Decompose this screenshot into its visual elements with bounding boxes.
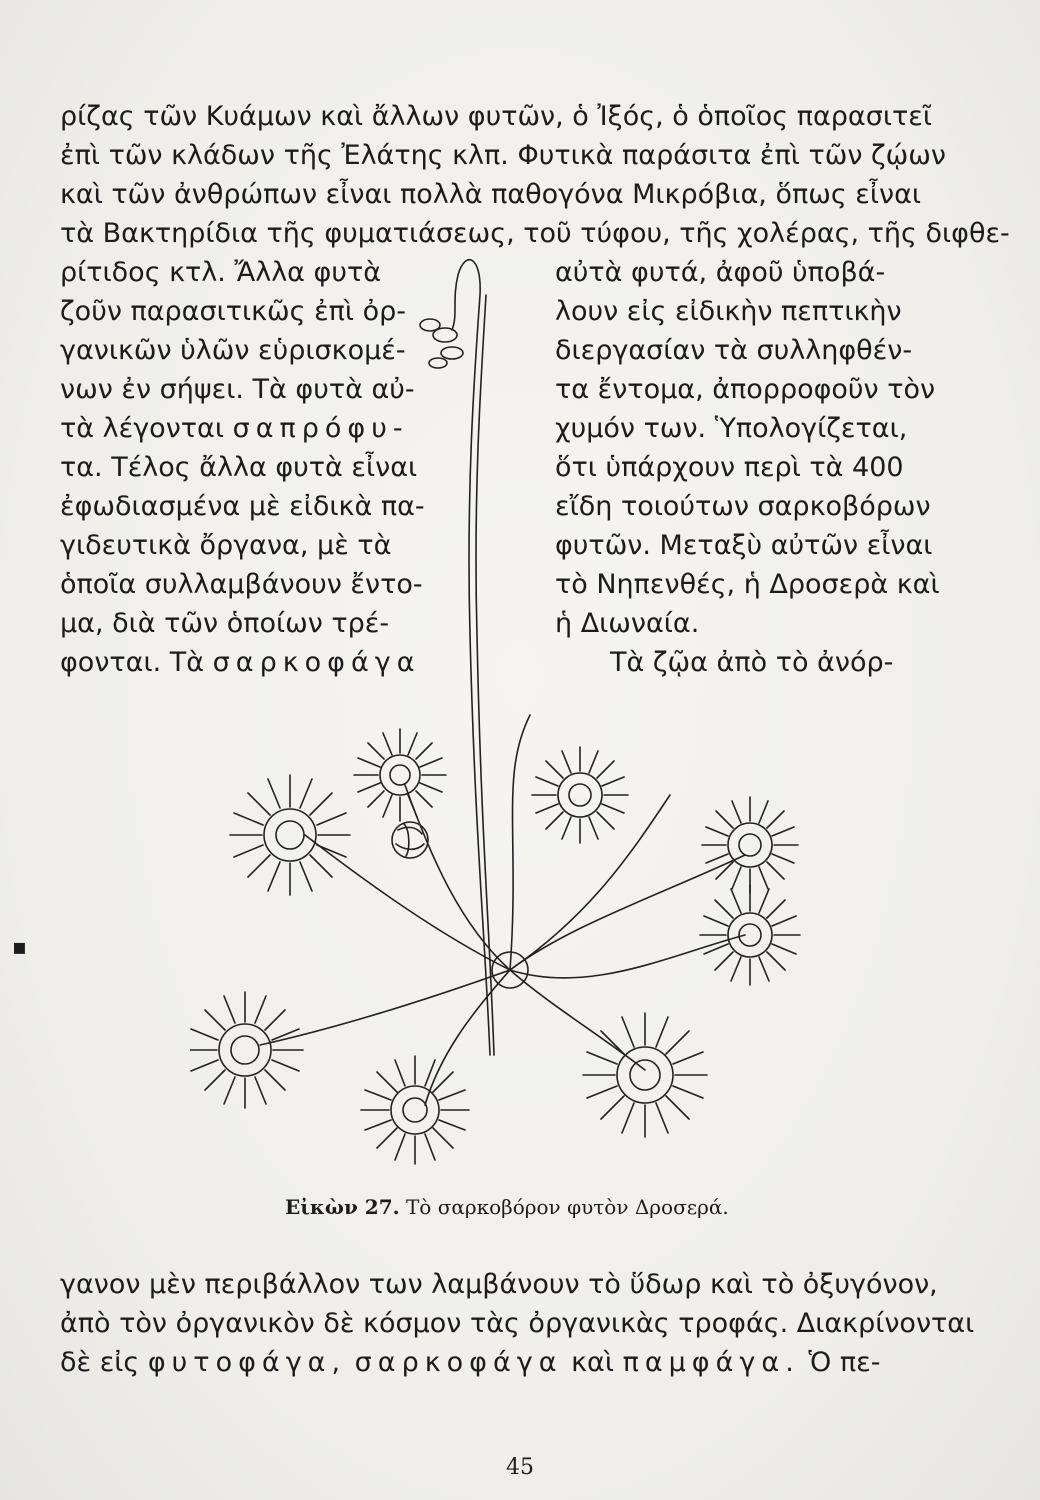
flower-stalk-edge	[476, 295, 494, 1055]
text-line: μα, διὰ τῶν ὁποίων τρέ-	[60, 608, 390, 639]
text-line	[60, 1346, 880, 1380]
text-line: νων ἐν σήψει. Τὰ φυτὰ αὐ-	[60, 374, 415, 405]
text-line: εἴδη τοιούτων σαρκοβόρων	[555, 491, 931, 522]
text-line: ὁποῖα συλλαμβάνουν ἔντο-	[60, 569, 423, 600]
flower-stalk	[452, 260, 490, 1055]
figure-caption	[285, 1195, 729, 1219]
text-line: λουν εἰς εἰδικὴν πεπτικὴν	[555, 296, 902, 327]
text-line: φυτῶν. Μεταξὺ αὐτῶν εἶναι	[555, 530, 933, 561]
text-line: διεργασίαν τὰ συλληφθέν-	[555, 335, 913, 366]
text-line: ρίτιδος κτλ. Ἄλλα φυτὰ	[60, 257, 382, 288]
page-number: 45	[506, 1455, 534, 1480]
text-line: ἡ Διωναία.	[555, 608, 700, 639]
text-span: δὲ εἰς	[60, 1347, 140, 1378]
flower-buds	[420, 319, 463, 368]
margin-mark: ▪	[12, 935, 27, 960]
text-line: χυμόν των. Ὑπολογίζεται,	[555, 413, 908, 444]
text-line: ἐφωδιασμένα μὲ εἰδικὰ πα-	[60, 491, 425, 522]
leaf-stalks	[260, 715, 745, 1105]
text-line: ζοῦν παρασιτικῶς ἐπὶ ὀρ-	[60, 296, 407, 327]
spaced-term: παμφάγα.	[622, 1347, 800, 1378]
text-line: τὰ Βακτηρίδια τῆς φυματιάσεως, τοῦ τύφου, τῆς χολέρας, τῆς διφθε-	[60, 218, 1010, 249]
text-line: γανον μὲν περιβάλλον των λαμβάνουν τὸ ὕδωρ καὶ τὸ ὀξυγόνον,	[60, 1269, 938, 1300]
figure-label: Εἰκὼν 27.	[285, 1195, 400, 1219]
text-line: ρίζας τῶν Κυάμων καὶ ἄλλων φυτῶν, ὁ Ἰξός, ὁ ὁποῖος παρασιτεῖ	[60, 101, 932, 132]
text-line: γανικῶν ὑλῶν εὑρισκομέ-	[60, 335, 406, 366]
drosera-illustration	[190, 235, 840, 1195]
text-line: καὶ τῶν ἀνθρώπων εἶναι πολλὰ παθογόνα Μικρόβια, ὅπως εἶναι	[60, 179, 922, 210]
text-line: Τὰ ζῷα ἀπὸ τὸ ἀνόρ-	[610, 647, 894, 678]
text-line: ὅτι ὑπάρχουν περὶ τὰ 400	[555, 452, 904, 483]
text-line: τὸ Νηπενθές, ἡ Δροσερὰ καὶ	[555, 569, 940, 600]
text-line: ἀπὸ τὸν ὀργανικὸν δὲ κόσμον τὰς ὀργανικὰς τροφάς. Διακρίνονται	[60, 1308, 975, 1339]
text-line: αὐτὰ φυτά, ἀφοῦ ὑποβά-	[555, 257, 886, 288]
text-span: τὰ λέγονται	[60, 413, 224, 444]
text-line: ἐπὶ τῶν κλάδων τῆς Ἐλάτης κλπ. Φυτικὰ παράσιτα ἐπὶ τῶν ζῴων	[60, 140, 946, 171]
spaced-term: σαπρόφυ-	[232, 413, 409, 444]
text-line: τα. Τέλος ἄλλα φυτὰ εἶναι	[60, 452, 418, 483]
spaced-term: φυτοφάγα,	[147, 1347, 347, 1378]
text-span: φονται. Τὰ	[60, 647, 205, 678]
figure-caption-text: Τὸ σαρκοβόρον φυτὸν Δροσερά.	[405, 1195, 729, 1219]
text-line: τα ἔντομα, ἀπορροφοῦν τὸν	[555, 374, 936, 405]
spaced-term: σαρκοφάγα	[354, 1347, 563, 1378]
text-line: γιδευτικὰ ὄργανα, μὲ τὰ	[60, 530, 392, 561]
spaced-term: σαρκοφάγα	[212, 647, 421, 678]
text-span: καὶ	[571, 1347, 614, 1378]
text-span: Ὁ πε-	[808, 1347, 881, 1378]
